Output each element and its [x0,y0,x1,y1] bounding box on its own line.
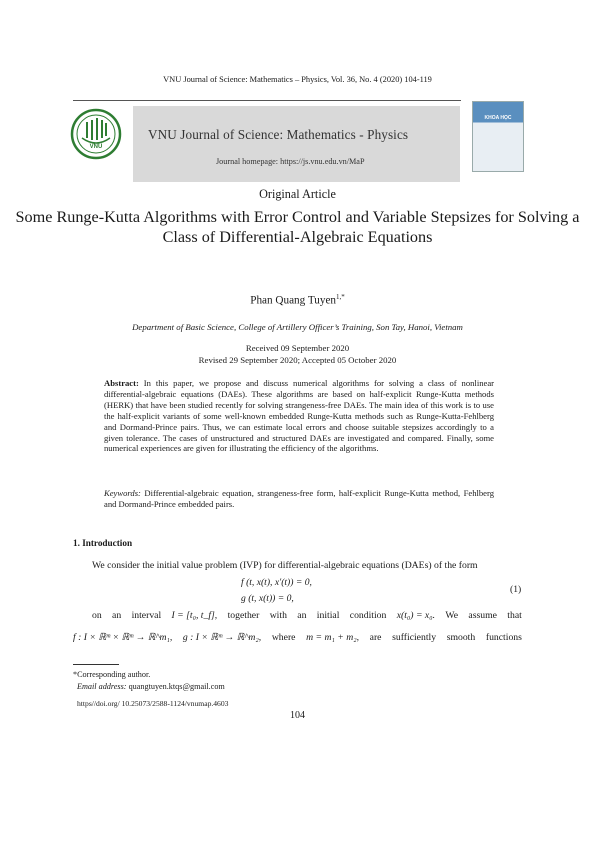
equation-line-1: f (t, x(t), x′(t)) = 0, [241,577,312,588]
word: an [297,610,307,621]
word: where [271,632,296,643]
article-title: Some Runge-Kutta Algorithms with Error Control and Variable Stepsizes for Solving a Class of Differential-Algebraic Equations [15,208,580,246]
word: an [112,610,122,621]
word: together [227,610,260,621]
logo-text: VNU [89,144,103,150]
word: assume [468,610,497,621]
initial-condition-math: x(t₀) = x₀. [396,610,436,621]
author-name: Phan Quang Tuyen [250,294,337,307]
word: functions [485,632,522,643]
equation-line-2: g (t, x(t)) = 0, [241,593,294,604]
email-link[interactable]: quangtuyen.ktqs@gmail.com [128,682,225,691]
word: We [445,610,459,621]
word: with [269,610,287,621]
equation-number: (1) [510,584,522,595]
cover-text: KHOA HỌC [484,115,512,121]
affiliation: Department of Basic Science, College of Artillery Officer’s Training, Son Tay, Hanoi, Vietnam [132,322,463,332]
keywords-text: Differential-algebraic equation, strangeness-free form, half-explicit Runge-Kutta method, Fehlberg and Dormand-Prince embedded pairs. [104,488,494,509]
received-date: Received 09 September 2020 [245,343,350,353]
intro-line-3 [73,632,522,643]
word: sufficiently [392,632,437,643]
section-heading: 1. Introduction [73,538,133,548]
article-type: Original Article [259,187,336,201]
author-mark: 1,* [336,293,345,301]
header-rule [73,100,461,101]
word: that [507,610,522,621]
interval-math: I = [t₀, t_f], [171,610,218,621]
m-sum-math: m = m₁ + m₂, [306,632,360,643]
abstract [104,378,494,454]
journal-cover-image [472,101,524,172]
word: condition [349,610,387,621]
word: initial [316,610,340,621]
banner-title: VNU Journal of Science: Mathematics - Physics [148,127,409,142]
journal-banner [133,106,460,182]
revised-accepted-date: Revised 29 September 2020; Accepted 05 October 2020 [198,355,397,365]
intro-line-2 [92,610,522,621]
word: are [369,632,382,643]
word: on [92,610,102,621]
abstract-text: In this paper, we propose and discuss numerical algorithms for solving a class of nonlinear differential-algebraic equations (DAEs). These algorithms are based on half-explicit Runge-Kutta methods (HERK) that have been studied recently for solving strangeness-free DAEs. The main idea of this work is to use the half-explicit variants of some well-known embedded Runge-Kutta methods such as Runge-Kutta-Fehlberg and Dormand-Prince pairs. Thus, we can estimate local errors and choose suitable stepsizes accordingly to a given tolerance. The cases of unstructured and structured DAEs are investigated and compared. Finally, some numerical experiences are given for illustrating the efficiency of the algorithms. [104,378,494,454]
email-label: Email address: [77,682,127,691]
author-line [0,293,595,307]
vnu-logo-icon [70,108,122,160]
word: interval [131,610,162,621]
footnote-email [77,682,225,691]
banner-homepage[interactable]: Journal homepage: https://js.vnu.edu.vn/MaP [216,157,365,166]
word: smooth [446,632,476,643]
page-number: 104 [290,710,305,721]
footnote-doi[interactable]: https//doi.org/ 10.25073/2588-1124/vnumap.4603 [77,699,229,708]
footnote-corresponding: *Corresponding author. [73,670,151,679]
intro-paragraph: We consider the initial value problem (IVP) for differential-algebraic equations (DAEs) of the form [92,560,478,571]
abstract-label: Abstract: [104,378,139,388]
g-map-math: g : I × ℝᵐ → ℝ^m₂, [182,632,262,643]
f-map-math: f : I × ℝᵐ × ℝᵐ → ℝ^m₁, [73,632,173,643]
running-head: VNU Journal of Science: Mathematics – Physics, Vol. 36, No. 4 (2020) 104-119 [163,75,432,84]
keywords-label: Keywords: [104,488,141,498]
footnote-rule [73,664,119,665]
keywords [104,488,494,510]
